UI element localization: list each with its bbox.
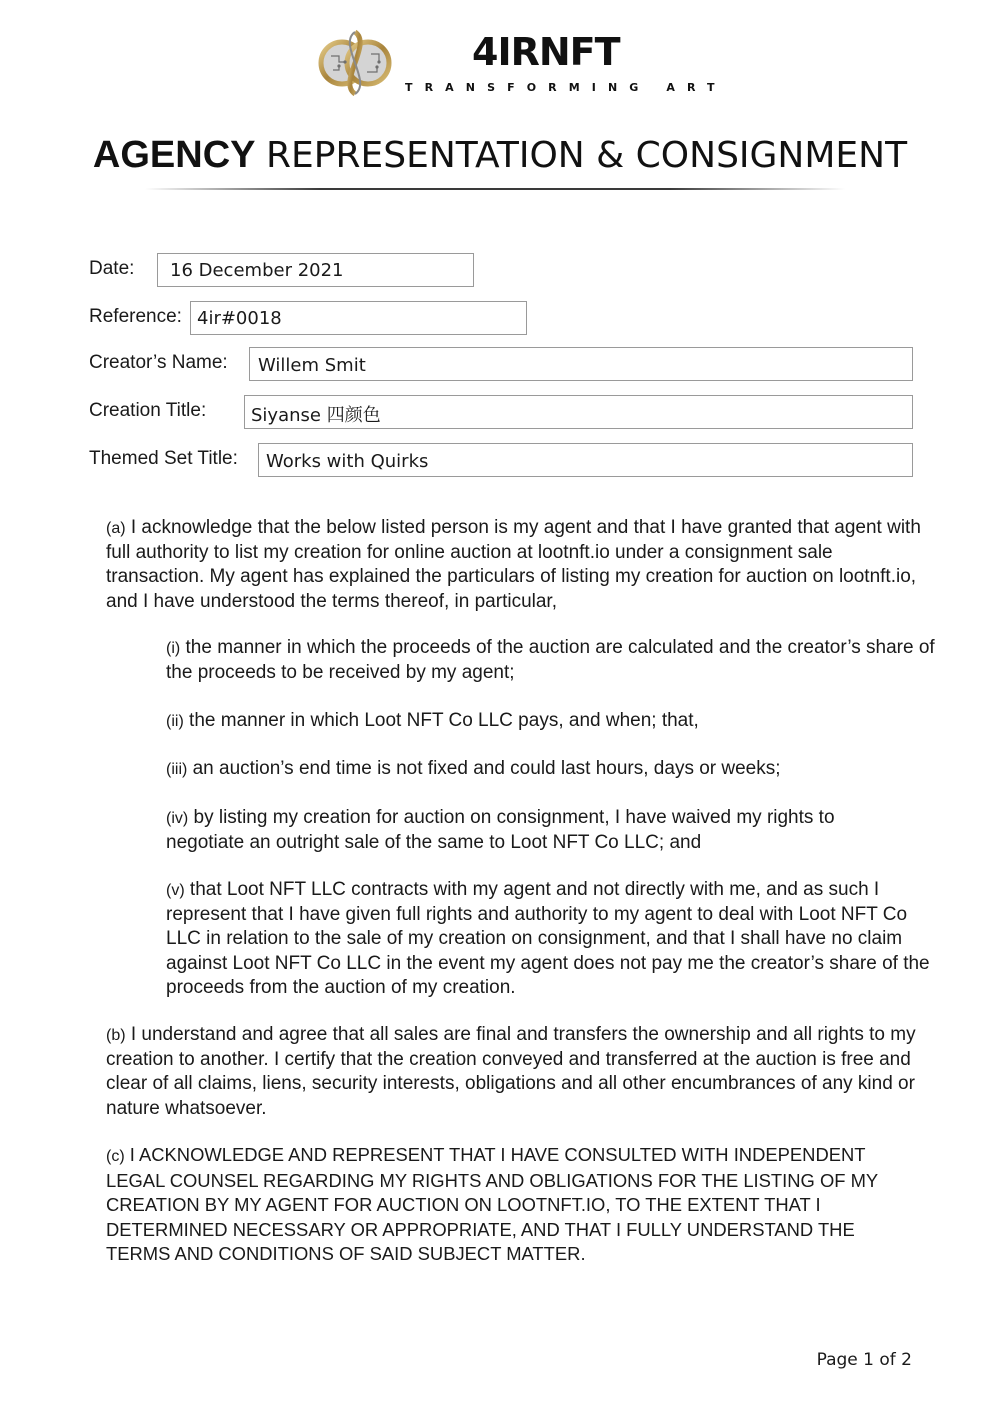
document-title-bold: AGENCY [92, 134, 256, 176]
infinity-knot-logo-icon [315, 24, 395, 102]
clause-v-text: that Loot NFT LLC contracts with my agent and not directly with me, and as such I represent that I have given full rights and authority to my agent to deal with Loot NFT Co LLC in relation to the sale of my creation on consignment, and that I shall have no claim against Loot NFT Co LLC in the event my agent does not pay me the creator’s share of the proceeds from the auction of my creation. [166, 879, 930, 998]
creator-name-label: Creator’s Name: [89, 352, 228, 373]
clause-iii-text: an auction’s end time is not fixed and could last hours, days or weeks; [187, 758, 781, 779]
clause-v-marker: (v) [166, 882, 185, 899]
clause-c-marker: (c) [106, 1148, 125, 1165]
clause-iii [166, 757, 936, 782]
brand-tagline: TRANSFORMING ART [405, 81, 727, 94]
clause-b [106, 1023, 936, 1121]
title-divider [145, 188, 845, 190]
document-title-rest: REPRESENTATION & CONSIGNMENT [266, 135, 908, 176]
clause-c-text: I ACKNOWLEDGE AND REPRESENT THAT I HAVE CONSULTED WITH INDEPENDENT LEGAL COUNSEL REGARDING MY RIGHTS AND OBLIGATIONS FOR THE LISTING OF MY CREATION BY MY AGENT FOR AUCTION ON LOOTNFT.IO, TO THE EXTENT THAT I DETERMINED NECESSARY OR APPROPRIATE, AND THAT I FULLY UNDERSTAND THE TERMS AND CONDITIONS OF SAID SUBJECT MATTER. [106, 1144, 878, 1264]
brand-name: 4IRNFT [472, 30, 620, 74]
themed-set-title-label: Themed Set Title: [89, 448, 238, 469]
clause-a-text: I acknowledge that the below listed person is my agent and that I have granted that agent with full authority to list my creation for online auction at lootnft.io under a consignment sale transaction. My agent has explained the particulars of listing my creation for auction on lootnft.io, and I have understood the terms thereof, in particular, [106, 517, 921, 612]
creator-name-field[interactable]: Willem Smit [249, 347, 913, 381]
document-title [0, 134, 1000, 177]
clause-a [106, 516, 936, 614]
clause-iii-marker: (iii) [166, 761, 188, 778]
reference-field[interactable]: 4ir#0018 [190, 301, 527, 335]
clause-iv [166, 806, 916, 855]
clause-b-text: I understand and agree that all sales are final and transfers the ownership and all rights to my creation to another. I certify that the creation conveyed and transferred at the auction is free and clear of all claims, liens, security interests, obligations and all other encumbrances of any kind or nature whatsoever. [106, 1024, 916, 1119]
date-field[interactable]: 16 December 2021 [157, 253, 474, 287]
themed-set-title-field[interactable]: Works with Quirks [258, 443, 913, 477]
clause-c [106, 1143, 906, 1266]
clause-i-text: the manner in which the proceeds of the auction are calculated and the creator’s share of the proceeds to be received by my agent; [166, 637, 935, 684]
clause-a-marker: (a) [106, 520, 126, 537]
clause-iv-marker: (iv) [166, 810, 189, 827]
clause-iv-text: by listing my creation for auction on consignment, I have waived my rights to negotiate an outright sale of the same to Loot NFT Co LLC; and [166, 807, 835, 854]
clause-ii-text: the manner in which Loot NFT Co LLC pays, and when; that, [183, 710, 699, 731]
clause-i-marker: (i) [166, 640, 181, 657]
page-number: Page 1 of 2 [816, 1350, 912, 1370]
clause-i [166, 636, 936, 685]
date-label: Date: [89, 258, 135, 279]
clause-ii-marker: (ii) [166, 713, 184, 730]
clause-b-marker: (b) [106, 1027, 126, 1044]
creation-title-field[interactable]: Siyanse 四颜色 [244, 395, 913, 429]
clause-v [166, 878, 936, 1000]
creation-title-label: Creation Title: [89, 400, 207, 421]
clause-ii [166, 709, 936, 734]
reference-label: Reference: [89, 306, 182, 327]
